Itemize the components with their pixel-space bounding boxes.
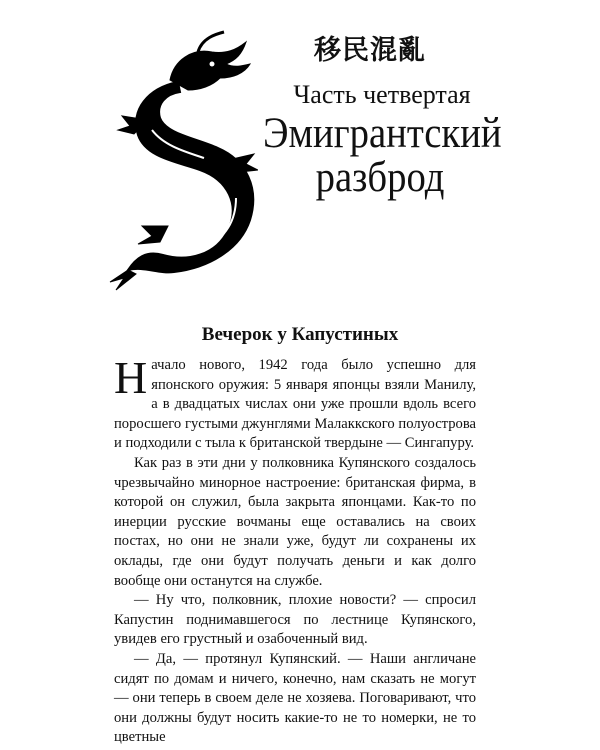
dragon-claw-shape — [138, 226, 168, 244]
dragon-illustration — [108, 30, 258, 292]
part-title — [263, 110, 502, 201]
paragraph-3: — Ну что, полковник, плохие новости? — спросил Капустин поднимавшегося по лестнице Купянского, увидев его грустный и озабоченный вид. — [114, 592, 476, 648]
part-title-line-1: Эмигрантский — [263, 110, 502, 157]
part-title-line-2: разброд — [315, 154, 445, 201]
chapter-title: Вечерок у Капустиных — [201, 324, 399, 345]
paragraph-2: Как раз в эти дни у полковника Купянского создалось чрезвычайно минорное настроение: британская фирма, в которой он служил, была закрыта японцами. Как-то по инерции русские вочманы еще оставались на своих постах, но они не знали уже, будут ли сохранены их оклады, где они будут получать деньги и как долго вообще они останутся на службе. — [114, 454, 476, 589]
body-text — [114, 352, 476, 748]
dragon-body-shape — [128, 82, 253, 272]
paragraph-1 — [114, 352, 476, 454]
dragon-tail-shape — [110, 270, 136, 290]
dragon-head-shape — [170, 42, 250, 90]
dragon-eye — [210, 62, 215, 67]
dragon-horn-shape — [198, 32, 224, 52]
drop-cap: Н — [114, 352, 148, 403]
chinese-title: 移民混亂 — [314, 35, 426, 66]
paragraph-4: — Да, — протянул Купянский. — Наши англичане сидят по домам и ничего, конечно, нам сказать не могут — они теперь в своем деле не хозяева. Поговаривают, что они должны будут носить какие-то не то номерки, не то цветные — [114, 650, 476, 746]
paragraph-1-text: ачало нового, 1942 года было успешно для японского оружия: 5 января японцы взяли Манилу, а в двадцатых числах они уже прошли вдоль всего поросшего густыми джунглями Малаккского полуострова и подходили с тыла к британской твердыне — Сингапуру. — [114, 357, 476, 452]
part-label: Часть четвертая — [293, 80, 471, 109]
